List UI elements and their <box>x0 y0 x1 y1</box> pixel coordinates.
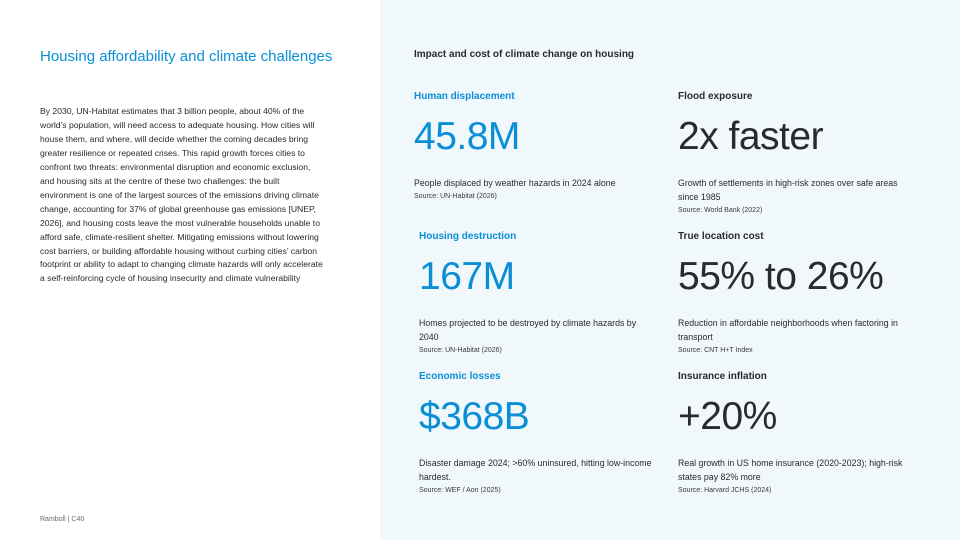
stat-source: Source: UN-Habitat (2026) <box>414 193 497 200</box>
stat-value: +20% <box>678 395 777 438</box>
stat-label: Economic losses <box>419 371 501 382</box>
stat-description: People displaced by weather hazards in 2024 alone <box>414 178 616 188</box>
stat-value: 55% to 26% <box>678 255 884 298</box>
stat-human-displacement <box>414 90 654 202</box>
intro-paragraph: By 2030, UN-Habitat estimates that 3 billion people, about 40% of the world’s population, will need access to adequate housing. How cities will house them, and where, will decide whether the coming decades bring greater resilience or repeated crises. This rapid growth forces cities to confront two threats: environmental disruption and economic exclusion, and housing sits at the centre of these two challenges: the built environment is one of the largest sources of the emissions driving climate change, accounting for 37% of global greenhouse gas emissions [UNEP, 2026], and housing costs leave the most vulnerable households unable to afford safe, climate-resilient shelter. Mitigating emissions without lowering cost barriers, or building affordable housing without curbing cities’ carbon footprint or ability to adapt to changing climate hazards will only accelerate a self-reinforcing cycle of housing insecurity and climate vulnerability <box>40 106 323 284</box>
stat-label: True location cost <box>678 231 764 242</box>
stat-description: Real growth in US home insurance (2020-2023); high-risk states pay 82% more <box>678 458 903 482</box>
left-panel <box>0 0 380 540</box>
stat-source: Source: UN-Habitat (2026) <box>419 347 502 354</box>
stat-description: Growth of settlements in high-risk zones over safe areas since 1985 <box>678 178 898 202</box>
stat-label: Insurance inflation <box>678 371 767 382</box>
stat-flood-exposure <box>678 90 918 216</box>
stat-value: 167M <box>419 255 515 298</box>
stat-source: Source: World Bank (2022) <box>678 207 763 214</box>
stat-description: Reduction in affordable neighborhoods when factoring in transport <box>678 318 898 342</box>
stat-label: Human displacement <box>414 91 515 102</box>
stat-label: Flood exposure <box>678 91 753 102</box>
stat-value: $368B <box>419 395 530 438</box>
stat-label: Housing destruction <box>419 231 517 242</box>
section-title: Impact and cost of climate change on housing <box>414 49 635 60</box>
stat-value: 2x faster <box>678 115 824 158</box>
stat-source: Source: CNT H+T Index <box>678 347 753 354</box>
stat-description: Disaster damage 2024; >60% uninsured, hitting low-income hardest. <box>419 458 652 482</box>
stat-economic-losses <box>419 370 655 496</box>
footer-credit: Ramboll | C40 <box>40 516 85 523</box>
stat-insurance-inflation <box>678 370 918 496</box>
stat-value: 45.8M <box>414 115 520 158</box>
stat-source: Source: Harvard JCHS (2024) <box>678 487 772 494</box>
stat-source: Source: WEF / Aon (2025) <box>419 487 501 494</box>
stat-description: Homes projected to be destroyed by climate hazards by 2040 <box>419 318 637 342</box>
stat-housing-destruction <box>419 230 655 356</box>
page-title: Housing affordability and climate challenges <box>40 48 333 65</box>
stat-true-location-cost <box>678 230 918 356</box>
